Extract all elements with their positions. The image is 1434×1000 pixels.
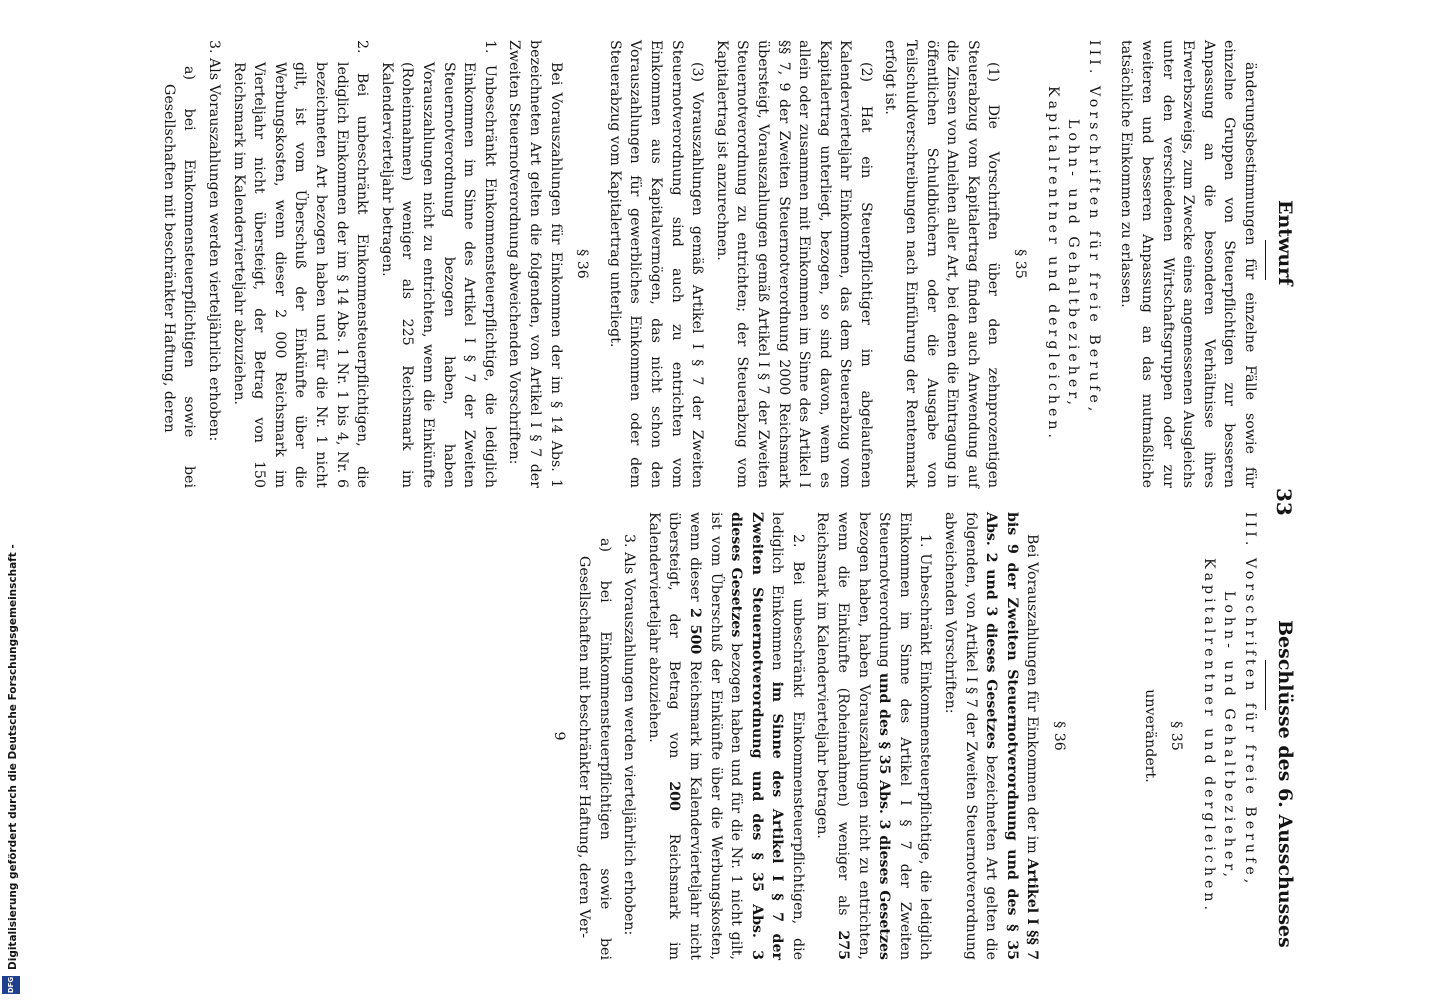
list-item: 2. Bei unbeschränkt Einkommensteuerpflichtigen, die lediglich Einkommen der im § 14 Abs. 1 Nr. 1 bis 4, Nr. 6 bezeichneten Art bezogen haben und für die Nr. 1 nicht gilt, ist vom Überschuß der Einkünfte über die Werbungskosten, wenn dieser 2 000 Reichsmark im Vierteljahr nicht übersteigt, der Betrag von 150 Reichsmark im Kalendervierteljahr abzuziehen. <box>230 40 371 488</box>
right-column-title: Beschlüsse des 6. Ausschusses <box>1274 620 1296 948</box>
section-heading-line: III. Vorschriften für freie Berufe, <box>1085 40 1102 416</box>
dfg-logo-icon: DFG <box>2 976 20 994</box>
list-item <box>812 512 936 960</box>
text-run: bezogen haben, haben Vorauszahlungen nicht zu entrichten, wenn die Einkünfte (Roheinnahmen) weniger als <box>835 512 872 960</box>
text-run: Reichsmark im Kalendervierteljahr betragen. <box>814 512 831 839</box>
text-run: Reichsmark im Kalendervierteljahr nicht übersteigt, der Betrag von <box>666 512 703 960</box>
list-subitem: a) bei Einkommensteuerpflichtigen sowie bei Gesellschaften mit beschränkter Haftung, deren Ver- <box>575 538 613 960</box>
amended-text: und des § 35 Abs. 3 dieses Gesetzes <box>876 672 893 960</box>
signature-mark: 9 <box>551 731 568 741</box>
section-heading-line: Lohn- und Gehaltbezieher, Kapitalrentner und dergleichen. <box>1200 557 1238 915</box>
text-run: bezeichneten Art gelten die folgenden, von Artikel I § 7 der Zweiten Steuernotverordnung abweichenden Vorschriften: <box>942 512 1000 960</box>
amended-text: Artikel I §§ 7 bis 9 der Zweiten Steuernotverordnung und des § 35 Abs. 2 und 3 dieses Gesetzes <box>983 512 1041 960</box>
paragraph-35-2: (2) Hat ein Steuerpflichtiger im abgelaufenen Kalendervierteljahr Einkommen, das dem Steuerabzug vom Kapitalertrag unterliegt, bezogen, so sind davon, wenn es allein oder zusammen mit Einkommen im Sinne des Artikel I §§ 7, 9 der Zweiten Steuernotverordnung 2000 Reichsmark übersteigt, Vorauszahlungen gemäß Artikel I § 7 der Zweiten Steuernotverordnung zu entrichten; der Steuerabzug vom Kapitalertrag ist anzurechnen. <box>713 40 874 488</box>
list-item: 1. Unbeschränkt Einkommensteuerpflichtige, die lediglich Einkommen im Sinne des Artikel I § 7 der Zweiten Steuernotverordnung bezogen haben, haben Vorauszahlungen nicht zu entrichten, wenn die Einkünfte (Roheinnahmen) weniger als 225 Reichsmark im Kalendervierteljahr betragen. <box>378 40 498 488</box>
text-run: Reichsmark im Kalendervierteljahr abzuziehen. <box>645 512 683 961</box>
document-page <box>10 0 1300 1000</box>
list-item: 3. Als Vorauszahlungen werden vierteljährlich erhoben: <box>621 534 638 936</box>
section-heading-line: Lohn- und Gehaltbezieher, Kapitalrentner und dergleichen. <box>1044 85 1082 443</box>
digitization-credit: Digitalisierung gefördert durch die Deutsche Forschungsgemeinschaft - <box>7 544 19 970</box>
amended-text: 275 <box>835 930 852 960</box>
paragraph-36-title: § 36 <box>1051 721 1068 751</box>
title-rule <box>1265 240 1266 280</box>
text-run: Bei Vorauszahlungen für Einkommen der im <box>1024 534 1041 859</box>
list-item <box>643 512 808 960</box>
paragraph-35-unchanged: unverändert. <box>1141 689 1158 783</box>
amended-text: 200 <box>666 781 683 811</box>
paragraph-35-1: (1) Die Vorschriften über den zehnprozentigen Steuerabzug vom Kapitalertrag finden auch Anwendung auf die Zinsen von Anleihen aller Art, bei denen die Eintragung in öffentlichen Schuldbüchern oder die Ausgabe von Teilschuldverschreibungen nach Einführung der Rentenmark erfolgt ist. <box>882 40 1002 488</box>
text-run: 1. Unbeschränkt Einkommensteuerpflichtige, die lediglich Einkommen im Sinne des Artikel I § 7 der Zweiten Steuernotverordnung <box>876 512 934 960</box>
section-heading <box>1198 512 1260 960</box>
paragraph-36-intro <box>939 512 1042 960</box>
text-run: 2. Bei unbeschränkt Einkommensteuerpflichtigen, die lediglich Einkommen <box>769 512 806 960</box>
amended-text: 2 500 <box>686 608 703 655</box>
amended-text: im Sinne des Artikel I § 7 der Zweiten Steuernotverordnung und des § 35 Abs. 3 dieses Gesetzes <box>728 512 786 960</box>
paragraph-35-3: (3) Vorauszahlungen gemäß Artikel I § 7 der Zweiten Steuernotverordnung sind auch zu entrichten vom Einkommen aus Kapitalvermögen, das nicht schon den Vorauszahlungen für gewerbliches Einkommen oder dem Steuerabzug vom Kapitalertrag unterliegt. <box>606 40 706 488</box>
section-heading-line: III. Vorschriften für freie Berufe, <box>1242 512 1258 888</box>
list-item: 3. Als Vorauszahlungen werden vierteljährlich erhoben: <box>206 40 223 442</box>
section-heading <box>1042 40 1104 488</box>
text-run: bezogen haben und für die Nr. 1 nicht gilt, ist vom Überschuß der Einkünfte über die Werbungskosten, wenn dieser <box>686 512 745 961</box>
draft-column <box>154 40 1260 488</box>
paragraph-35-title: § 35 <box>1012 249 1029 279</box>
paragraph-36-title: § 36 <box>574 249 591 279</box>
title-rule <box>1265 660 1266 710</box>
intro-paragraph: änderungsbestimmungen für einzelne Fälle sowie für einzelne Gruppen von Steuerpflichtigen zur besseren Anpassung an die besonderen Verhältnisse ihres Erwerbszweigs, zum Zwecke eines angemessenen Ausgleichs unter den verschiedenen Wirtschaftsgruppen oder zur weiteren und besseren Anpassung an das mutmaßliche tatsächliche Einkommen zu erlassen. <box>1118 40 1258 488</box>
paragraph-35-title: § 35 <box>1168 721 1185 751</box>
paragraph-36-intro: Bei Vorauszahlungen für Einkommen der im § 14 Abs. 1 bezeichneten Art gelten die folgenden, von Artikel I § 7 der Zweiten Steuernotverordnung abweichenden Vorschriften: <box>506 40 564 488</box>
resolutions-column <box>545 512 1260 960</box>
left-column-title: Entwurf <box>1274 200 1296 286</box>
list-subitem: a) bei Einkommensteuerpflichtigen sowie bei Gesellschaften mit beschränkter Haftung, deren <box>160 66 198 488</box>
page-number: 33 <box>1272 488 1296 516</box>
